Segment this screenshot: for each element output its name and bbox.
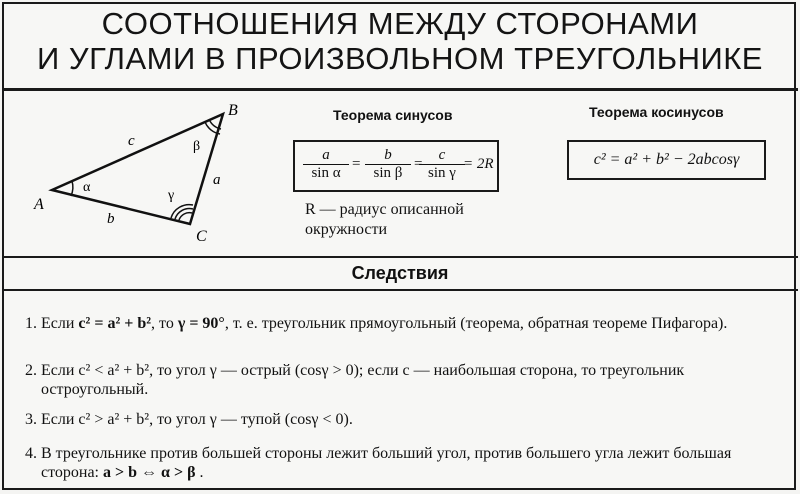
angle-beta-label: β	[193, 139, 201, 154]
consequences-heading: Следствия	[351, 263, 449, 283]
item-text: Если c² = a² + b², то γ = 90°, т. е. треугольник прямоугольный (теорема, обратная теореме Пифагора).	[41, 315, 728, 332]
list-item	[25, 410, 790, 429]
triangle-diagram	[0, 92, 290, 252]
angle-gamma-label: γ	[168, 188, 175, 203]
circumradius-note: R — радиус описанной окружности	[305, 201, 464, 238]
triangle-shape	[52, 114, 223, 224]
list-item	[25, 444, 790, 482]
sine-theorem-formula-box	[293, 140, 499, 192]
cosine-theorem-heading: Теорема косинусов	[589, 104, 724, 120]
title-line-1: СООТНОШЕНИЯ МЕЖДУ СТОРОНАМИ	[101, 6, 699, 41]
sine-fraction-c: $\frac{c}{\text{sin γ}}$	[419, 147, 465, 182]
vertex-c-label: C	[196, 228, 207, 245]
vertex-a-label: A	[34, 196, 44, 213]
divider-top	[2, 88, 798, 91]
sine-theorem-heading: Теорема синусов	[333, 107, 453, 123]
sine-fraction-b: $\frac{b}{\text{sin β}}$	[365, 147, 411, 182]
page-title	[0, 6, 800, 76]
cosine-theorem-formula: c² = a² + b² − 2abcosγ	[567, 140, 766, 180]
item-number: 3.	[25, 411, 37, 428]
equals-sign: =	[414, 156, 423, 172]
angle-gamma-arc-3	[179, 213, 192, 220]
side-a-label: a	[213, 172, 221, 188]
sine-result: = 2R	[463, 156, 494, 172]
item-text: В треугольнике против большей стороны лежит больший угол, против большего угла лежит большая сторона: a > b ⇔ α > β .	[41, 445, 732, 481]
side-b-label: b	[107, 211, 115, 227]
divider-middle	[2, 256, 798, 258]
sine-fraction-a: $\frac{a}{\text{sin α}}$	[303, 147, 349, 182]
title-line-2: И УГЛАМИ В ПРОИЗВОЛЬНОМ ТРЕУГОЛЬНИКЕ	[37, 41, 763, 76]
item-text: Если c² < a² + b², то угол γ — острый (cosγ > 0); если c — наибольшая сторона, то треугольник остроугольный.	[41, 362, 685, 398]
item-number: 1.	[25, 315, 37, 332]
item-text: Если c² > a² + b², то угол γ — тупой (cosγ < 0).	[41, 411, 353, 428]
equals-sign: =	[352, 156, 361, 172]
angle-alpha-arc	[71, 181, 73, 196]
angle-alpha-label: α	[83, 180, 91, 195]
divider-consequences	[2, 289, 798, 291]
vertex-b-label: B	[228, 102, 238, 119]
side-c-label: c	[128, 133, 135, 149]
list-item	[25, 361, 790, 399]
item-number: 4.	[25, 445, 37, 462]
item-number: 2.	[25, 362, 37, 379]
list-item	[25, 314, 790, 333]
